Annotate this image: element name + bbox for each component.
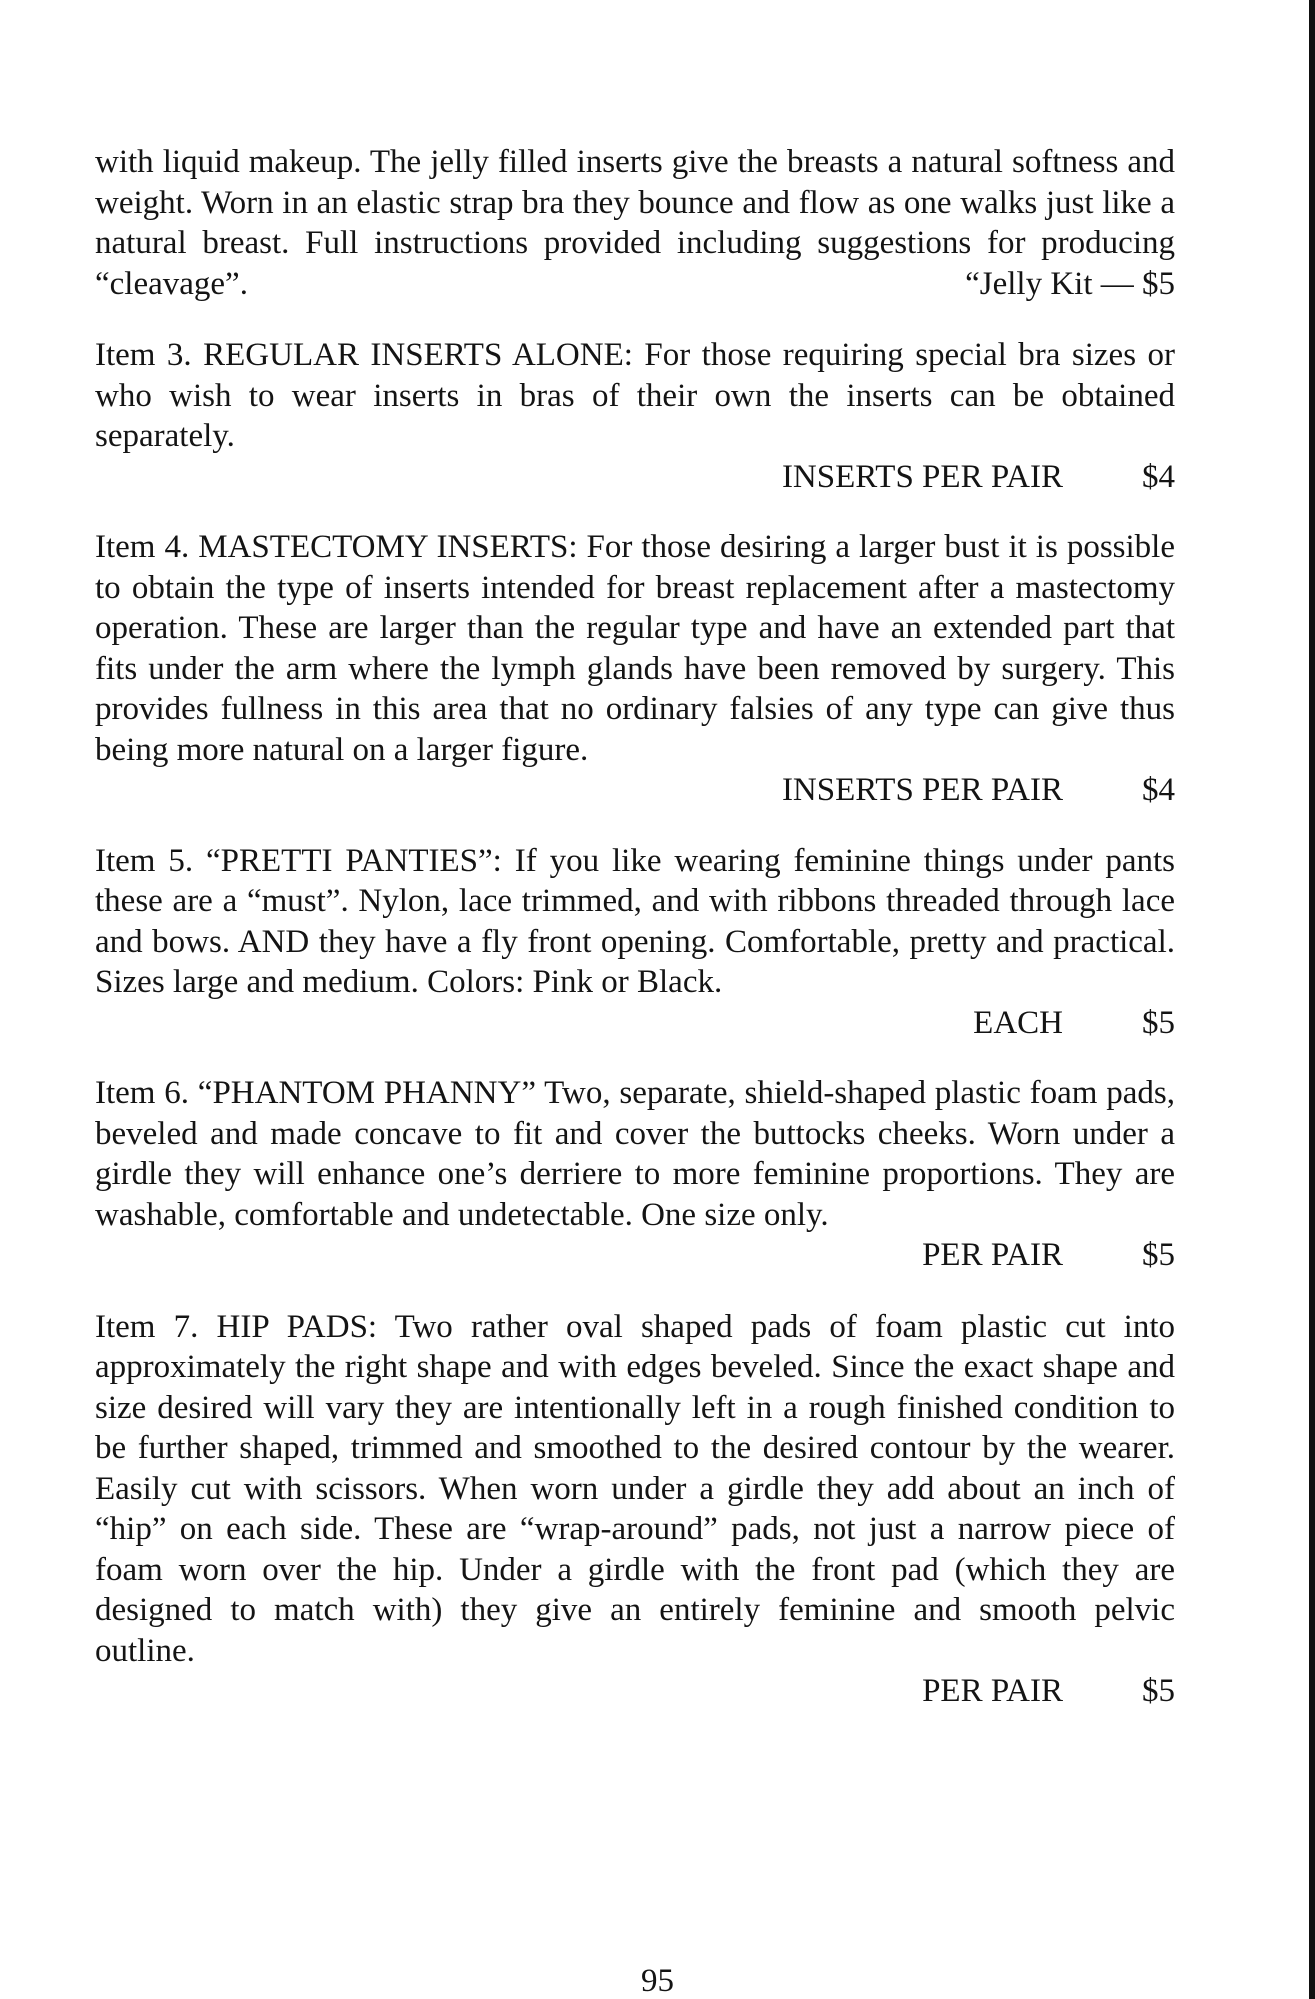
item-6-price-label: PER PAIR xyxy=(922,1237,1063,1273)
item-5-text: Item 5. “PRETTI PANTIES”: If you like wearing feminine things under pants these are a “must”. Nylon, lace trimmed, and with ribbons threaded through lace and bows. AND they have a fly front opening. Comfortable, pretty and practical. Sizes large and medium. Colors: Pink or Black. xyxy=(95,842,1175,1000)
item-5-section xyxy=(95,841,1175,1044)
item-3-price-label: INSERTS PER PAIR xyxy=(781,458,1063,495)
item-3-price-line xyxy=(95,457,1175,498)
intro-paragraph xyxy=(95,142,1175,304)
item-4-price-label: INSERTS PER PAIR xyxy=(781,772,1063,808)
item-3-price-amount: $4 xyxy=(1142,458,1175,495)
item-7-section xyxy=(95,1307,1175,1712)
item-4-section xyxy=(95,527,1175,811)
item-5-price-line xyxy=(95,1003,1175,1044)
intro-section xyxy=(95,142,1175,304)
item-7-price-label: PER PAIR xyxy=(922,1673,1063,1709)
item-7-price-line xyxy=(95,1671,1175,1712)
intro-text: with liquid makeup. The jelly filled inserts give the breasts a natural softness and weight. Worn in an elastic strap bra they bounce and flow as one walks just like a natural breast. Full instructions provided including suggestions for producing “cleavage”. xyxy=(95,144,1175,302)
item-6-text: Item 6. “PHANTOM PHANNY” Two, separate, shield-shaped plastic foam pads, beveled and made concave to fit and cover the buttocks cheeks. Worn under a girdle they will enhance one’s derriere to more feminine proportions. They are washable, comfortable and undetectable. One size only. xyxy=(95,1075,1175,1233)
item-6-price-amount: $5 xyxy=(1142,1237,1175,1273)
item-4-price-amount: $4 xyxy=(1142,772,1175,808)
intro-price: “Jelly Kit — $5 xyxy=(965,265,1175,302)
page-number: 95 xyxy=(641,1963,674,1999)
item-4-price-line xyxy=(95,770,1175,811)
item-3-text: Item 3. REGULAR INSERTS ALONE: For those requiring special bra sizes or who wish to wear inserts in bras of their own the inserts can be obtained separately. xyxy=(95,337,1175,454)
page-edge-border xyxy=(1309,0,1315,1999)
item-5-price-label: EACH xyxy=(973,1004,1063,1041)
item-3-section xyxy=(95,335,1175,497)
item-6-price-line xyxy=(95,1235,1175,1276)
page-body xyxy=(95,142,1175,1712)
item-4-text: Item 4. MASTECTOMY INSERTS: For those desiring a larger bust it is possible to obtain the type of inserts intended for breast replacement after a mastectomy operation. These are larger than the regular type and have an extended part that fits under the arm where the lymph glands have been removed by surgery. This provides fullness in this area that no ordinary falsies of any type can give thus being more natural on a larger figure. xyxy=(95,529,1175,768)
item-7-price-amount: $5 xyxy=(1142,1673,1175,1709)
item-6-section xyxy=(95,1073,1175,1276)
item-7-text: Item 7. HIP PADS: Two rather oval shaped pads of foam plastic cut into approximately the right shape and with edges beveled. Since the exact shape and size desired will vary they are intentionally left in a rough finished condition to be further shaped, trimmed and smoothed to the desired contour by the wearer. Easily cut with scissors. When worn under a girdle they add about an inch of “hip” on each side. These are “wrap-around” pads, not just a narrow piece of foam worn over the hip. Under a girdle with the front pad (which they are designed to match with) they give an entirely feminine and smooth pelvic outline. xyxy=(95,1308,1175,1669)
item-5-price-amount: $5 xyxy=(1142,1004,1175,1041)
